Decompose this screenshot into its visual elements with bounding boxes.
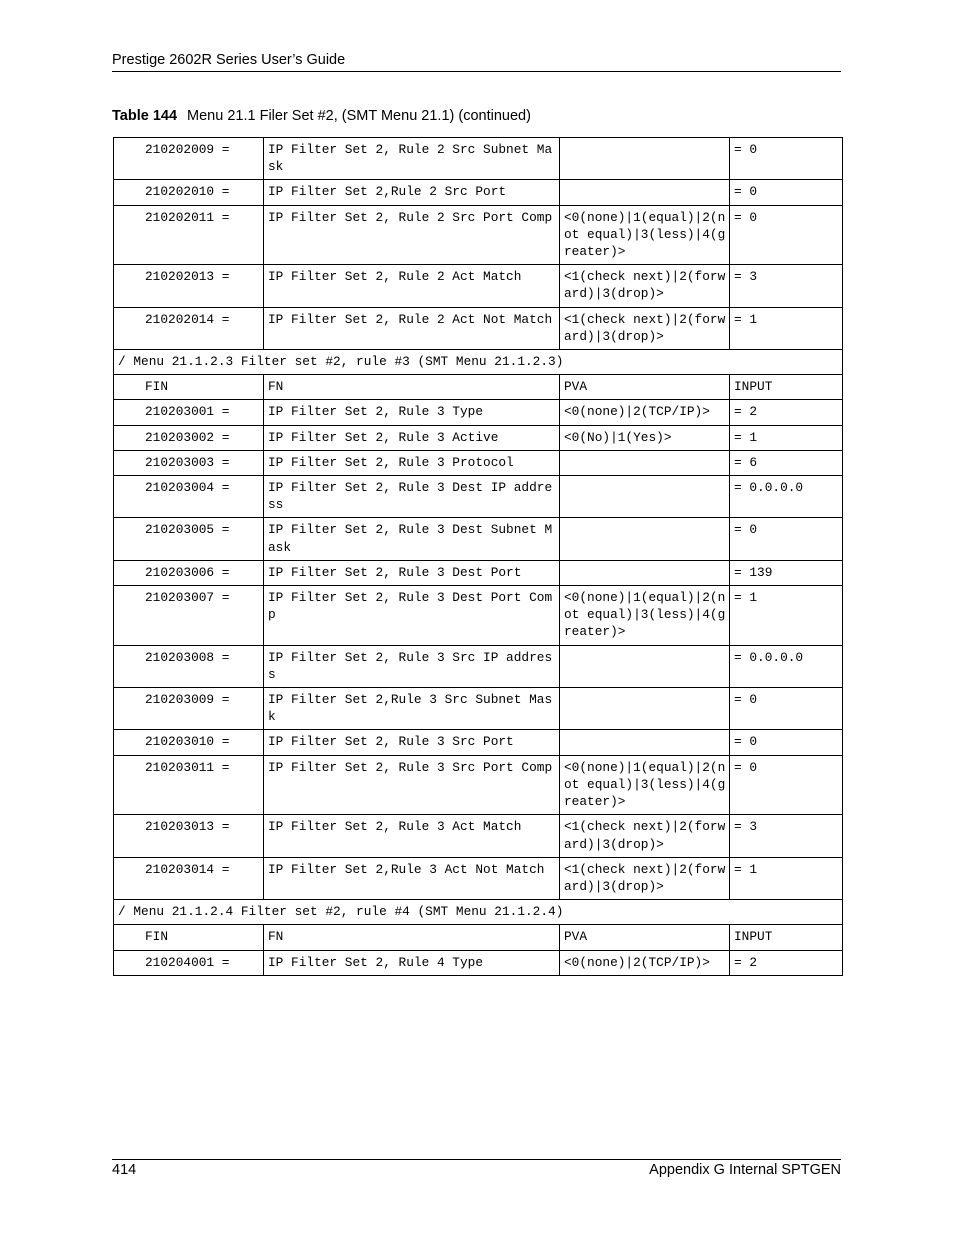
cell-fin: 210203011 =	[114, 755, 264, 815]
cell-fin: 210203005 =	[114, 518, 264, 560]
table-row	[114, 815, 843, 857]
cell-fin: 210204001 =	[114, 950, 264, 975]
cell-input: = 0	[730, 688, 843, 730]
cell-fn: IP Filter Set 2, Rule 3 Src IP address	[264, 645, 560, 687]
table-row	[114, 425, 843, 450]
cell-pva: <1(check next)|2(forward)|3(drop)>	[560, 265, 730, 307]
cell-fn: IP Filter Set 2, Rule 3 Src Port Comp	[264, 755, 560, 815]
table-row	[114, 450, 843, 475]
cell-input: = 2	[730, 950, 843, 975]
table-caption-number: Table 144	[112, 108, 178, 124]
table-row	[114, 400, 843, 425]
cell-pva: <0(none)|1(equal)|2(not equal)|3(less)|4(greater)>	[560, 586, 730, 646]
cell-pva	[560, 645, 730, 687]
cell-fn: IP Filter Set 2, Rule 2 Act Match	[264, 265, 560, 307]
cell-fin: 210203002 =	[114, 425, 264, 450]
cell-pva	[560, 138, 730, 180]
cell-pva: <0(No)|1(Yes)>	[560, 425, 730, 450]
column-header-fin: FIN	[114, 375, 264, 400]
cell-pva: <1(check next)|2(forward)|3(drop)>	[560, 307, 730, 349]
cell-input: = 0.0.0.0	[730, 476, 843, 518]
cell-fn: IP Filter Set 2,Rule 3 Act Not Match	[264, 857, 560, 899]
cell-pva	[560, 688, 730, 730]
column-header-fn: FN	[264, 375, 560, 400]
cell-pva	[560, 560, 730, 585]
table-row	[114, 476, 843, 518]
cell-pva: <0(none)|1(equal)|2(not equal)|3(less)|4(greater)>	[560, 755, 730, 815]
cell-fin: 210202009 =	[114, 138, 264, 180]
cell-input: = 2	[730, 400, 843, 425]
cell-fn: IP Filter Set 2, Rule 3 Dest Port Comp	[264, 586, 560, 646]
cell-input: = 0.0.0.0	[730, 645, 843, 687]
cell-fn: IP Filter Set 2, Rule 4 Type	[264, 950, 560, 975]
column-header-row	[114, 925, 843, 950]
table-row	[114, 138, 843, 180]
running-header-title: Prestige 2602R Series User’s Guide	[112, 52, 346, 68]
column-header-pva: PVA	[560, 375, 730, 400]
table-row	[114, 645, 843, 687]
cell-fn: IP Filter Set 2, Rule 3 Dest Subnet Mask	[264, 518, 560, 560]
table-row	[114, 755, 843, 815]
cell-pva: <1(check next)|2(forward)|3(drop)>	[560, 815, 730, 857]
cell-input: = 1	[730, 857, 843, 899]
header-divider	[112, 71, 841, 72]
section-row	[114, 350, 843, 375]
column-header-pva: PVA	[560, 925, 730, 950]
cell-fin: 210203013 =	[114, 815, 264, 857]
section-row	[114, 900, 843, 925]
cell-input: = 0	[730, 180, 843, 205]
table-row	[114, 307, 843, 349]
cell-pva	[560, 476, 730, 518]
table-caption	[112, 108, 531, 124]
cell-input: = 0	[730, 518, 843, 560]
cell-fin: 210203007 =	[114, 586, 264, 646]
cell-fin: 210202014 =	[114, 307, 264, 349]
cell-fin: 210203003 =	[114, 450, 264, 475]
cell-fn: IP Filter Set 2, Rule 3 Type	[264, 400, 560, 425]
cell-fin: 210202011 =	[114, 205, 264, 265]
section-heading: / Menu 21.1.2.4 Filter set #2, rule #4 (SMT Menu 21.1.2.4)	[114, 900, 843, 925]
cell-fn: IP Filter Set 2, Rule 3 Dest Port	[264, 560, 560, 585]
cell-fn: IP Filter Set 2,Rule 3 Src Subnet Mask	[264, 688, 560, 730]
cell-input: = 0	[730, 730, 843, 755]
cell-fn: IP Filter Set 2, Rule 2 Src Subnet Mask	[264, 138, 560, 180]
parameter-table	[113, 137, 843, 976]
cell-input: = 0	[730, 138, 843, 180]
column-header-input: INPUT	[730, 925, 843, 950]
section-heading: / Menu 21.1.2.3 Filter set #2, rule #3 (SMT Menu 21.1.2.3)	[114, 350, 843, 375]
cell-fn: IP Filter Set 2, Rule 2 Src Port Comp	[264, 205, 560, 265]
cell-fin: 210202013 =	[114, 265, 264, 307]
cell-fin: 210203001 =	[114, 400, 264, 425]
cell-fn: IP Filter Set 2,Rule 2 Src Port	[264, 180, 560, 205]
column-header-fn: FN	[264, 925, 560, 950]
table-row	[114, 180, 843, 205]
cell-fin: 210203008 =	[114, 645, 264, 687]
page-number: 414	[112, 1162, 137, 1178]
footer-section-title: Appendix G Internal SPTGEN	[649, 1162, 841, 1178]
cell-fin: 210203014 =	[114, 857, 264, 899]
table-row	[114, 518, 843, 560]
table-row	[114, 560, 843, 585]
cell-input: = 3	[730, 815, 843, 857]
cell-input: = 0	[730, 755, 843, 815]
cell-input: = 1	[730, 307, 843, 349]
cell-fn: IP Filter Set 2, Rule 2 Act Not Match	[264, 307, 560, 349]
table-row	[114, 265, 843, 307]
cell-input: = 1	[730, 586, 843, 646]
cell-pva: <0(none)|1(equal)|2(not equal)|3(less)|4(greater)>	[560, 205, 730, 265]
cell-fn: IP Filter Set 2, Rule 3 Src Port	[264, 730, 560, 755]
table-row	[114, 950, 843, 975]
table-row	[114, 857, 843, 899]
cell-input: = 1	[730, 425, 843, 450]
cell-pva: <1(check next)|2(forward)|3(drop)>	[560, 857, 730, 899]
cell-fn: IP Filter Set 2, Rule 3 Dest IP address	[264, 476, 560, 518]
cell-pva: <0(none)|2(TCP/IP)>	[560, 950, 730, 975]
cell-input: = 0	[730, 205, 843, 265]
table-row	[114, 586, 843, 646]
table-row	[114, 205, 843, 265]
cell-fn: IP Filter Set 2, Rule 3 Act Match	[264, 815, 560, 857]
cell-input: = 139	[730, 560, 843, 585]
cell-input: = 6	[730, 450, 843, 475]
parameter-table-body	[114, 138, 843, 976]
cell-fn: IP Filter Set 2, Rule 3 Active	[264, 425, 560, 450]
cell-fin: 210203010 =	[114, 730, 264, 755]
cell-pva	[560, 730, 730, 755]
cell-fin: 210203006 =	[114, 560, 264, 585]
footer-divider	[112, 1159, 841, 1160]
table-caption-text: Menu 21.1 Filer Set #2, (SMT Menu 21.1) (continued)	[187, 108, 531, 124]
cell-pva	[560, 518, 730, 560]
cell-fin: 210203009 =	[114, 688, 264, 730]
table-row	[114, 730, 843, 755]
column-header-row	[114, 375, 843, 400]
cell-fin: 210203004 =	[114, 476, 264, 518]
cell-pva: <0(none)|2(TCP/IP)>	[560, 400, 730, 425]
cell-pva	[560, 450, 730, 475]
column-header-input: INPUT	[730, 375, 843, 400]
table-row	[114, 688, 843, 730]
cell-fn: IP Filter Set 2, Rule 3 Protocol	[264, 450, 560, 475]
cell-input: = 3	[730, 265, 843, 307]
cell-fin: 210202010 =	[114, 180, 264, 205]
column-header-fin: FIN	[114, 925, 264, 950]
cell-pva	[560, 180, 730, 205]
